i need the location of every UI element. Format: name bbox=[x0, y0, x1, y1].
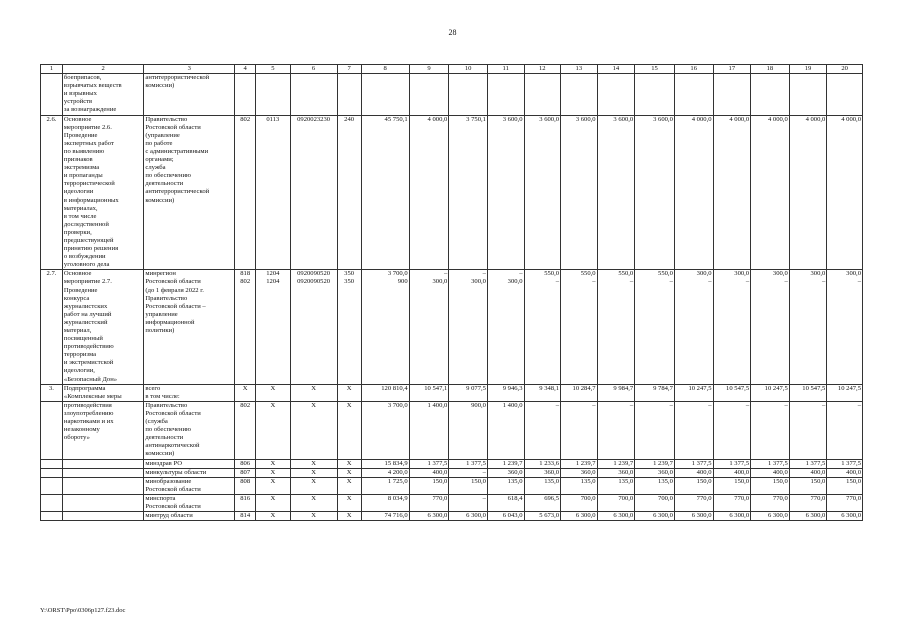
amount-cell: 10 547,1 bbox=[409, 384, 449, 401]
amount-cell: 135,0 bbox=[561, 477, 598, 494]
amount-cell: 400,0 bbox=[751, 468, 790, 477]
target-article-cell: X bbox=[290, 401, 337, 459]
executor-cell: Правительство Ростовской области (управление по работе с административными органами; служба по обеспечению деятельности антитеррористической комиссии) bbox=[144, 115, 235, 270]
expense-type-cell bbox=[337, 74, 361, 115]
section-code-cell: X bbox=[256, 401, 290, 459]
executor-cell: антитеррористической комиссии) bbox=[144, 74, 235, 115]
amount-cell: – bbox=[449, 494, 488, 511]
table-row bbox=[41, 512, 863, 521]
amount-cell: 9 946,3 bbox=[487, 384, 524, 401]
target-article-cell: X bbox=[290, 512, 337, 521]
amount-cell: 4 000,0 bbox=[409, 115, 449, 270]
amount-cell: 9 984,7 bbox=[597, 384, 635, 401]
row-number-cell bbox=[41, 477, 63, 494]
amount-cell: 1 377,5 bbox=[827, 459, 863, 468]
amount-cell: 10 547,5 bbox=[789, 384, 827, 401]
amount-cell: 120 810,4 bbox=[361, 384, 409, 401]
amount-cell: 770,0 bbox=[751, 494, 790, 511]
amount-cell: – bbox=[561, 401, 598, 459]
measure-name-cell bbox=[62, 459, 143, 468]
measure-name-cell: боеприпасов, взрывчатых веществ и взрывных устройств за вознаграждение bbox=[62, 74, 143, 115]
amount-cell: 360,0 bbox=[635, 468, 675, 477]
grbs-code-cell: 802 bbox=[235, 401, 256, 459]
section-code-cell: X bbox=[256, 384, 290, 401]
header-cell: 19 bbox=[789, 65, 827, 74]
amount-cell bbox=[409, 74, 449, 115]
amount-cell: 5 673,0 bbox=[524, 512, 561, 521]
measure-name-cell: Основное мероприятие 2.6. Проведение экспертных работ по выявлению признаков экстремизма и пропаганды террористической идеологии в информационных материалах, в том числе доследственной проверки, предшествующей принятию решения о возбуждении уголовного дела bbox=[62, 115, 143, 270]
amount-cell: 10 284,7 bbox=[561, 384, 598, 401]
amount-cell: 6 300,0 bbox=[635, 512, 675, 521]
grbs-code-cell: 818 802 bbox=[235, 270, 256, 384]
amount-cell: 300,0 – bbox=[713, 270, 751, 384]
table-body bbox=[41, 74, 863, 521]
amount-cell: 360,0 bbox=[561, 468, 598, 477]
executor-cell: всего в том числе: bbox=[144, 384, 235, 401]
table-row bbox=[41, 384, 863, 401]
grbs-code-cell bbox=[235, 74, 256, 115]
amount-cell: 550,0 – bbox=[524, 270, 561, 384]
amount-cell: 3 600,0 bbox=[561, 115, 598, 270]
amount-cell: 770,0 bbox=[409, 494, 449, 511]
executor-cell: минкультуры области bbox=[144, 468, 235, 477]
target-article-cell: X bbox=[290, 459, 337, 468]
amount-cell: 700,0 bbox=[561, 494, 598, 511]
table-row bbox=[41, 401, 863, 459]
amount-cell: 1 377,5 bbox=[449, 459, 488, 468]
section-code-cell: X bbox=[256, 477, 290, 494]
expense-type-cell: X bbox=[337, 401, 361, 459]
amount-cell: 770,0 bbox=[789, 494, 827, 511]
amount-cell: 900,0 bbox=[449, 401, 488, 459]
amount-cell: 10 247,5 bbox=[827, 384, 863, 401]
header-cell: 9 bbox=[409, 65, 449, 74]
amount-cell: 9 348,1 bbox=[524, 384, 561, 401]
amount-cell: – 300,0 bbox=[487, 270, 524, 384]
amount-cell: 3 750,1 bbox=[449, 115, 488, 270]
amount-cell bbox=[827, 74, 863, 115]
expense-type-cell: 350 350 bbox=[337, 270, 361, 384]
amount-cell: 150,0 bbox=[751, 477, 790, 494]
amount-cell: 135,0 bbox=[597, 477, 635, 494]
amount-cell: – bbox=[751, 401, 790, 459]
section-code-cell: X bbox=[256, 459, 290, 468]
amount-cell: 400,0 bbox=[674, 468, 713, 477]
amount-cell: 4 000,0 bbox=[713, 115, 751, 270]
amount-cell: 6 300,0 bbox=[827, 512, 863, 521]
amount-cell: – bbox=[597, 401, 635, 459]
amount-cell: 400,0 bbox=[409, 468, 449, 477]
budget-table bbox=[40, 64, 863, 521]
amount-cell bbox=[713, 74, 751, 115]
amount-cell: 360,0 bbox=[487, 468, 524, 477]
row-number-cell bbox=[41, 494, 63, 511]
amount-cell: – bbox=[674, 401, 713, 459]
header-cell: 7 bbox=[337, 65, 361, 74]
table-row bbox=[41, 494, 863, 511]
header-cell: 2 bbox=[62, 65, 143, 74]
amount-cell: 6 300,0 bbox=[789, 512, 827, 521]
table-row bbox=[41, 74, 863, 115]
amount-cell: 10 247,5 bbox=[751, 384, 790, 401]
file-path-footer: Y:\ORST\Ppo\0306p127.f23.doc bbox=[40, 607, 126, 614]
row-number-cell bbox=[41, 512, 63, 521]
measure-name-cell bbox=[62, 512, 143, 521]
amount-cell: 1 377,5 bbox=[751, 459, 790, 468]
amount-cell: 400,0 bbox=[713, 468, 751, 477]
measure-name-cell: противодействия злоупотреблению наркотиками и их незаконному обороту» bbox=[62, 401, 143, 459]
target-article-cell: X bbox=[290, 468, 337, 477]
page-number: 28 bbox=[448, 28, 457, 37]
amount-cell: – bbox=[789, 401, 827, 459]
header-cell: 5 bbox=[256, 65, 290, 74]
amount-cell: 300,0 – bbox=[827, 270, 863, 384]
executor-cell: минспорта Ростовской области bbox=[144, 494, 235, 511]
header-cell: 10 bbox=[449, 65, 488, 74]
grbs-code-cell: 816 bbox=[235, 494, 256, 511]
amount-cell: 135,0 bbox=[524, 477, 561, 494]
amount-cell: 3 600,0 bbox=[524, 115, 561, 270]
section-code-cell: X bbox=[256, 494, 290, 511]
amount-cell: 6 300,0 bbox=[449, 512, 488, 521]
grbs-code-cell: 807 bbox=[235, 468, 256, 477]
amount-cell: 550,0 – bbox=[635, 270, 675, 384]
amount-cell: 150,0 bbox=[827, 477, 863, 494]
amount-cell: 4 000,0 bbox=[827, 115, 863, 270]
amount-cell: 1 233,6 bbox=[524, 459, 561, 468]
amount-cell: 1 239,7 bbox=[561, 459, 598, 468]
amount-cell bbox=[674, 74, 713, 115]
amount-cell: 10 547,5 bbox=[713, 384, 751, 401]
amount-cell: 1 239,7 bbox=[597, 459, 635, 468]
target-article-cell: X bbox=[290, 384, 337, 401]
expense-type-cell: X bbox=[337, 477, 361, 494]
row-number-cell: 2.6. bbox=[41, 115, 63, 270]
target-article-cell bbox=[290, 74, 337, 115]
measure-name-cell bbox=[62, 477, 143, 494]
header-cell: 13 bbox=[561, 65, 598, 74]
table-row bbox=[41, 468, 863, 477]
header-cell: 8 bbox=[361, 65, 409, 74]
measure-name-cell bbox=[62, 468, 143, 477]
table-row bbox=[41, 270, 863, 384]
section-code-cell: X bbox=[256, 512, 290, 521]
amount-cell: 4 200,0 bbox=[361, 468, 409, 477]
header-row bbox=[41, 65, 863, 74]
expense-type-cell: X bbox=[337, 468, 361, 477]
expense-type-cell: X bbox=[337, 459, 361, 468]
expense-type-cell: X bbox=[337, 494, 361, 511]
amount-cell: 135,0 bbox=[487, 477, 524, 494]
amount-cell bbox=[361, 74, 409, 115]
amount-cell: 1 377,5 bbox=[713, 459, 751, 468]
amount-cell: 1 400,0 bbox=[409, 401, 449, 459]
amount-cell: 400,0 bbox=[827, 468, 863, 477]
header-cell: 17 bbox=[713, 65, 751, 74]
amount-cell: 150,0 bbox=[449, 477, 488, 494]
amount-cell: 3 600,0 bbox=[635, 115, 675, 270]
amount-cell: – bbox=[635, 401, 675, 459]
amount-cell: 550,0 – bbox=[597, 270, 635, 384]
amount-cell: 4 000,0 bbox=[751, 115, 790, 270]
grbs-code-cell: 808 bbox=[235, 477, 256, 494]
executor-cell: минтруд области bbox=[144, 512, 235, 521]
amount-cell bbox=[789, 74, 827, 115]
amount-cell: 1 239,7 bbox=[635, 459, 675, 468]
amount-cell: 696,5 bbox=[524, 494, 561, 511]
amount-cell: 770,0 bbox=[827, 494, 863, 511]
amount-cell: 135,0 bbox=[635, 477, 675, 494]
amount-cell: 4 000,0 bbox=[674, 115, 713, 270]
header-cell: 6 bbox=[290, 65, 337, 74]
header-cell: 11 bbox=[487, 65, 524, 74]
amount-cell: 700,0 bbox=[597, 494, 635, 511]
amount-cell: 6 300,0 bbox=[561, 512, 598, 521]
amount-cell: 15 834,9 bbox=[361, 459, 409, 468]
amount-cell bbox=[597, 74, 635, 115]
row-number-cell bbox=[41, 401, 63, 459]
amount-cell bbox=[561, 74, 598, 115]
amount-cell: – bbox=[713, 401, 751, 459]
amount-cell bbox=[487, 74, 524, 115]
measure-name-cell: Подпрограмма «Комплексные меры bbox=[62, 384, 143, 401]
row-number-cell bbox=[41, 74, 63, 115]
header-cell: 15 bbox=[635, 65, 675, 74]
section-code-cell: X bbox=[256, 468, 290, 477]
section-code-cell: 1204 1204 bbox=[256, 270, 290, 384]
row-number-cell: 2.7. bbox=[41, 270, 63, 384]
amount-cell: 3 700,0 900 bbox=[361, 270, 409, 384]
row-number-cell bbox=[41, 468, 63, 477]
header-cell: 1 bbox=[41, 65, 63, 74]
amount-cell: 6 300,0 bbox=[713, 512, 751, 521]
header-cell: 16 bbox=[674, 65, 713, 74]
amount-cell: 360,0 bbox=[524, 468, 561, 477]
header-cell: 18 bbox=[751, 65, 790, 74]
amount-cell bbox=[635, 74, 675, 115]
expense-type-cell: X bbox=[337, 384, 361, 401]
amount-cell: 3 600,0 bbox=[487, 115, 524, 270]
header-cell: 12 bbox=[524, 65, 561, 74]
amount-cell: 618,4 bbox=[487, 494, 524, 511]
amount-cell: 150,0 bbox=[409, 477, 449, 494]
amount-cell: – 300,0 bbox=[449, 270, 488, 384]
amount-cell: 300,0 – bbox=[674, 270, 713, 384]
amount-cell: 6 300,0 bbox=[409, 512, 449, 521]
amount-cell: 360,0 bbox=[597, 468, 635, 477]
target-article-cell: 0920023230 bbox=[290, 115, 337, 270]
row-number-cell: 3. bbox=[41, 384, 63, 401]
header-cell: 14 bbox=[597, 65, 635, 74]
amount-cell: 1 400,0 bbox=[487, 401, 524, 459]
header-cell: 20 bbox=[827, 65, 863, 74]
amount-cell: 1 239,7 bbox=[487, 459, 524, 468]
amount-cell: 770,0 bbox=[674, 494, 713, 511]
amount-cell: 300,0 – bbox=[751, 270, 790, 384]
executor-cell: минрегион Ростовской области (до 1 февраля 2022 г. Правительство Ростовской области – управление информационной политики) bbox=[144, 270, 235, 384]
grbs-code-cell: 814 bbox=[235, 512, 256, 521]
amount-cell bbox=[751, 74, 790, 115]
table-row bbox=[41, 459, 863, 468]
amount-cell: 6 300,0 bbox=[597, 512, 635, 521]
expense-type-cell: X bbox=[337, 512, 361, 521]
grbs-code-cell: 806 bbox=[235, 459, 256, 468]
amount-cell: 770,0 bbox=[713, 494, 751, 511]
amount-cell: – bbox=[524, 401, 561, 459]
amount-cell: 1 725,0 bbox=[361, 477, 409, 494]
executor-cell: минздрав РО bbox=[144, 459, 235, 468]
amount-cell: 3 600,0 bbox=[597, 115, 635, 270]
amount-cell: 300,0 – bbox=[789, 270, 827, 384]
amount-cell: 1 377,5 bbox=[409, 459, 449, 468]
amount-cell: 550,0 – bbox=[561, 270, 598, 384]
amount-cell bbox=[449, 74, 488, 115]
amount-cell: 1 377,5 bbox=[674, 459, 713, 468]
row-number-cell bbox=[41, 459, 63, 468]
header-cell: 4 bbox=[235, 65, 256, 74]
expense-type-cell: 240 bbox=[337, 115, 361, 270]
amount-cell: 700,0 bbox=[635, 494, 675, 511]
amount-cell: 9 077,5 bbox=[449, 384, 488, 401]
table-row bbox=[41, 477, 863, 494]
section-code-cell bbox=[256, 74, 290, 115]
amount-cell: 74 716,0 bbox=[361, 512, 409, 521]
amount-cell: 6 043,0 bbox=[487, 512, 524, 521]
amount-cell: 400,0 bbox=[789, 468, 827, 477]
amount-cell: – 300,0 bbox=[409, 270, 449, 384]
amount-cell: 6 300,0 bbox=[674, 512, 713, 521]
measure-name-cell bbox=[62, 494, 143, 511]
grbs-code-cell: 802 bbox=[235, 115, 256, 270]
amount-cell: 8 034,9 bbox=[361, 494, 409, 511]
amount-cell: 45 750,1 bbox=[361, 115, 409, 270]
amount-cell: 150,0 bbox=[713, 477, 751, 494]
executor-cell: минобразование Ростовской области bbox=[144, 477, 235, 494]
amount-cell: 4 000,0 bbox=[789, 115, 827, 270]
amount-cell: 10 247,5 bbox=[674, 384, 713, 401]
amount-cell: – bbox=[449, 468, 488, 477]
target-article-cell: X bbox=[290, 494, 337, 511]
header-cell: 3 bbox=[144, 65, 235, 74]
amount-cell: 150,0 bbox=[674, 477, 713, 494]
amount-cell bbox=[524, 74, 561, 115]
amount-cell: 6 300,0 bbox=[751, 512, 790, 521]
measure-name-cell: Основное мероприятие 2.7. Проведение конкурса журналистских работ на лучший журналистский материал, посвященный противодействию терроризма и экстремистской идеологии, «Безопасный Дон» bbox=[62, 270, 143, 384]
amount-cell: 9 784,7 bbox=[635, 384, 675, 401]
section-code-cell: 0113 bbox=[256, 115, 290, 270]
grbs-code-cell: X bbox=[235, 384, 256, 401]
amount-cell: 1 377,5 bbox=[789, 459, 827, 468]
amount-cell: 150,0 bbox=[789, 477, 827, 494]
target-article-cell: 0920090520 0920090520 bbox=[290, 270, 337, 384]
table-row bbox=[41, 115, 863, 270]
executor-cell: Правительство Ростовской области (служба по обеспечению деятельности антинаркотической комиссии) bbox=[144, 401, 235, 459]
amount-cell: 3 700,0 bbox=[361, 401, 409, 459]
target-article-cell: X bbox=[290, 477, 337, 494]
amount-cell: – bbox=[827, 401, 863, 459]
